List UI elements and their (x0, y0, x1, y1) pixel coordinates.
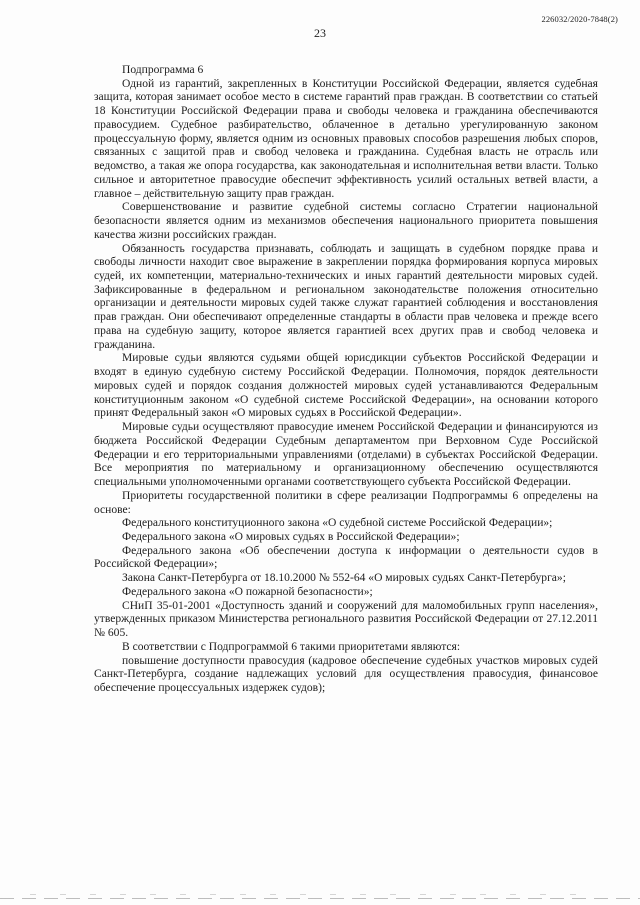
list-item: Федерального закона «О пожарной безопасности»; (122, 585, 373, 598)
list-item: СНиП 35-01-2001 «Доступность зданий и сооружений для маломобильных групп населения», утвержденных приказом Министерства регионального развития Российской Федерации от 27.12.2011 № 605. (94, 599, 598, 640)
list-item: Федерального конституционного закона «О судебной системе Российской Федерации»; (122, 517, 553, 530)
document-body (94, 64, 598, 696)
list-item: Федерального закона «О мировых судьях в Российской Федерации»; (122, 530, 460, 543)
paragraph: В соответствии с Подпрограммой 6 такими приоритетами являются: (122, 640, 461, 653)
paragraph: Мировые судьи осуществляют правосудие именем Российской Федерации и финансируются из бюджета Российской Федерации Судебным департаментом при Верховном Суде Российской Федерации и его территориальными управлениями (отделами) в субъектах Российской Федерации. Все мероприятия по материальному и организационному обеспечению осуществляются специальными уполномоченными органами соответствующего субъекта Российской Федерации. (94, 421, 598, 489)
paragraph: Мировые судьи являются судьями общей юрисдикции субъектов Российской Федерации и входят в единую судебную систему Российской Федерации. Полномочия, порядок деятельности мировых судей и порядок создания должностей мировых судей устанавливаются Федеральным конституционным законом «О судебной системе Российской Федерации», на основании которого принят Федеральный закон «О мировых судьях в Российской Федерации». (94, 352, 598, 420)
paragraph: Приоритеты государственной политики в сфере реализации Подпрограммы 6 определены на основе: (94, 489, 598, 516)
paragraph: Обязанность государства признавать, соблюдать и защищать в судебном порядке права и свободы личности находит свое выражение в закреплении порядка формирования корпуса мировых судей, их компетенции, материально-технических и иных гарантий деятельности мировых судей. Зафиксированные в федеральном и региональном законодательстве положения относительно организации и деятельности мировых судей также служат гарантией соблюдения и восстановления прав граждан. Они обеспечивают определенные стандарты в области прав человека и прежде всего права на судебную защиту, которое является гарантией всех других прав и свобод человека и гражданина. (94, 242, 598, 351)
paragraph: Одной из гарантий, закрепленных в Конституции Российской Федерации, является судебная защита, которая занимает особое место в системе гарантий прав граждан. В соответствии со статьей 18 Конституции Российской Федерации права и свободы человека и гражданина обеспечиваются правосудием. Судебное разбирательство, облаченное в детально урегулированную законом процессуальную форму, является одним из основных правовых способов разрешения любых споров, связанных с защитой прав и свобод человека и гражданина. Судебная власть не отрасль или ведомство, а такая же опора государства, как законодательная и исполнительная ветви власти. Только сильное и авторитетное правосудие обеспечит эффективность усилий остальных ветвей власти, а главное – действительную защиту прав граждан. (94, 77, 598, 200)
list-item: Федерального закона «Об обеспечении доступа к информации о деятельности судов в Российской Федерации»; (94, 544, 598, 571)
scan-edge-line (0, 898, 640, 899)
list-item: Закона Санкт-Петербурга от 18.10.2000 № 552-64 «О мировых судьях Санкт-Петербурга»; (122, 572, 566, 585)
paragraph: Совершенствование и развитие судебной системы согласно Стратегии национальной безопасности является одним из механизмов обеспечения национального приоритета повышения качества жизни российских граждан. (94, 201, 598, 241)
list-item: повышение доступности правосудия (кадровое обеспечение судебных участков мировых судей Санкт-Петербурга, создание надлежащих условий для осуществления правосудия, финансовое обеспечение процессуальных издержек судов); (94, 654, 598, 695)
subprogram-title: Подпрограмма 6 (122, 64, 204, 76)
page-number: 23 (314, 26, 326, 40)
scan-edge-line (30, 894, 580, 895)
document-code: 226032/2020-7848(2) (541, 14, 618, 24)
